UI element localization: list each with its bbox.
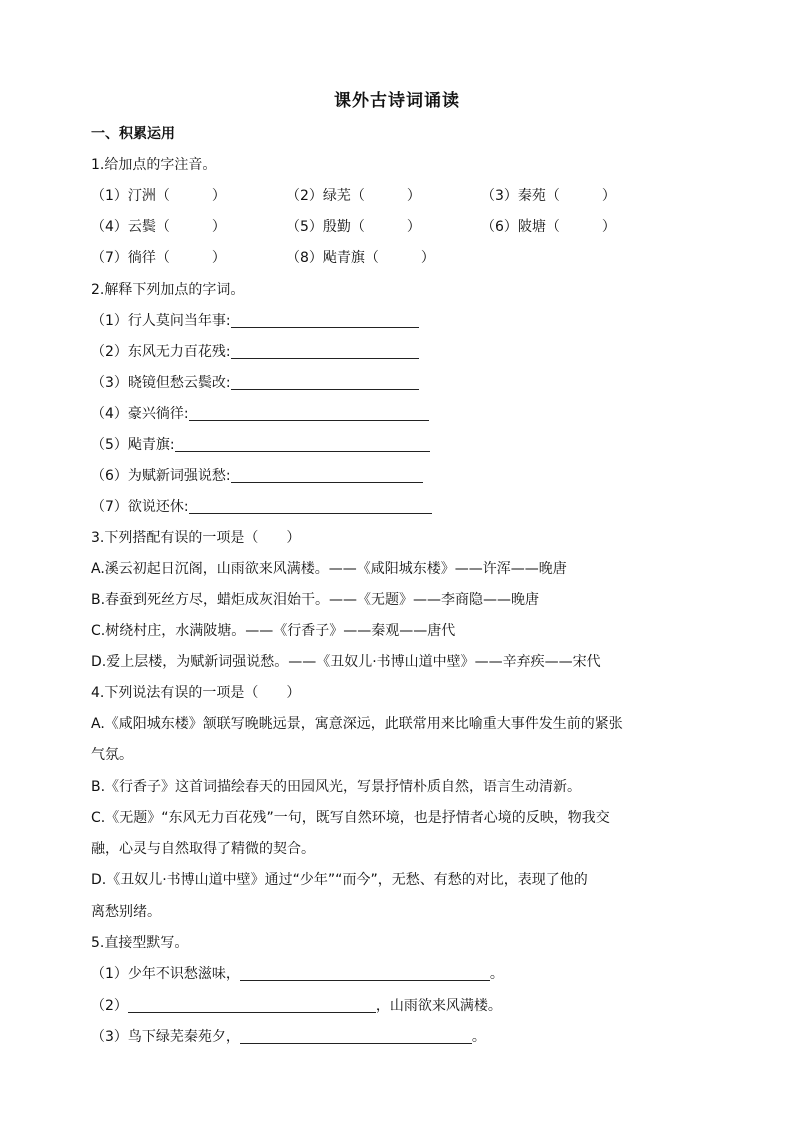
q4-option-line: C.《无题》“东风无力百花残”一句，既写自然环境，也是抒情者心境的反映，物我交 [91,810,610,826]
q4-option-line: A.《咸阳城东楼》颔联写晚眺远景，寓意深远，此联常用来比喻重大事件发生前的紧张 [91,716,623,732]
answer-blank[interactable] [231,312,419,328]
q1-item: （6）陂塘（ ） [481,219,616,235]
q5-stem: 5.直接型默写。 [91,935,189,951]
answer-blank[interactable] [128,997,376,1013]
q2-item-label: （2）东风无力百花残: [91,344,231,360]
q2-item [91,373,419,393]
q1-item: （3）秦苑（ ） [481,188,616,204]
q2-item-label: （3）晓镜但愁云鬓改: [91,375,231,391]
q5-item [91,1027,486,1047]
answer-blank[interactable] [189,498,432,514]
q1-item: （8）飐青旗（ ） [286,250,435,266]
answer-blank[interactable] [189,405,429,421]
q2-item [91,342,419,362]
q5-item [91,964,504,984]
q2-item-label: （1）行人莫问当年事: [91,313,231,329]
q4-option-line: D.《丑奴儿·书博山道中壁》通过“少年”“而今”，无愁、有愁的对比，表现了他的 [91,872,588,888]
q3-option: C.树绕村庄，水满陂塘。——《行香子》——秦观——唐代 [91,623,456,639]
q3-option: D.爱上层楼，为赋新词强说愁。——《丑奴儿·书博山道中壁》——辛弃疾——宋代 [91,654,601,670]
answer-blank[interactable] [231,374,419,390]
page-title: 课外古诗词诵读 [334,91,460,111]
q3-option: A.溪云初起日沉阁，山雨欲来风满楼。——《咸阳城东楼》——许浑——晚唐 [91,561,567,577]
q4-option-line: 融，心灵与自然取得了精微的契合。 [91,841,315,857]
q1-item: （7）徜徉（ ） [91,250,226,266]
q4-option-line: B.《行香子》这首词描绘春天的田园风光，写景抒情朴质自然，语言生动清新。 [91,779,582,795]
q2-item [91,497,432,517]
q2-item [91,466,423,486]
answer-blank[interactable] [240,965,490,981]
q5-item-text: ，山雨欲来风满楼。 [375,998,502,1014]
q2-item-label: （7）欲说还休: [91,499,189,515]
q4-option-line: 离愁别绪。 [91,904,161,920]
q2-item [91,311,419,331]
q5-item-text: 。 [489,966,504,982]
section-heading: 一、积累运用 [91,126,175,142]
q5-item-text: 。 [471,1029,486,1045]
answer-blank[interactable] [175,436,430,452]
q1-item: （2）绿芜（ ） [286,188,421,204]
q2-item [91,435,430,455]
q2-item [91,404,429,424]
q1-stem: 1.给加点的字注音。 [91,157,217,173]
answer-blank[interactable] [240,1028,472,1044]
q5-item-text: （3）鸟下绿芜秦苑夕， [91,1029,240,1045]
q3-stem: 3.下列搭配有误的一项是（ ） [91,530,301,546]
q1-item: （4）云鬓（ ） [91,219,226,235]
q2-item-label: （6）为赋新词强说愁: [91,468,231,484]
q5-item [91,996,502,1016]
answer-blank[interactable] [231,467,423,483]
q4-stem: 4.下列说法有误的一项是（ ） [91,685,301,701]
q2-item-label: （5）飐青旗: [91,437,175,453]
q5-item-text: （2） [91,998,128,1014]
q2-item-label: （4）豪兴徜徉: [91,406,189,422]
answer-blank[interactable] [231,343,419,359]
q1-item: （1）汀洲（ ） [91,188,226,204]
q1-item: （5）殷勤（ ） [286,219,421,235]
q3-option: B.春蚕到死丝方尽，蜡炬成灰泪始干。——《无题》——李商隐——晚唐 [91,592,540,608]
q2-stem: 2.解释下列加点的字词。 [91,282,245,298]
q4-option-line: 气氛。 [91,747,133,763]
q5-item-text: （1）少年不识愁滋味， [91,966,240,982]
